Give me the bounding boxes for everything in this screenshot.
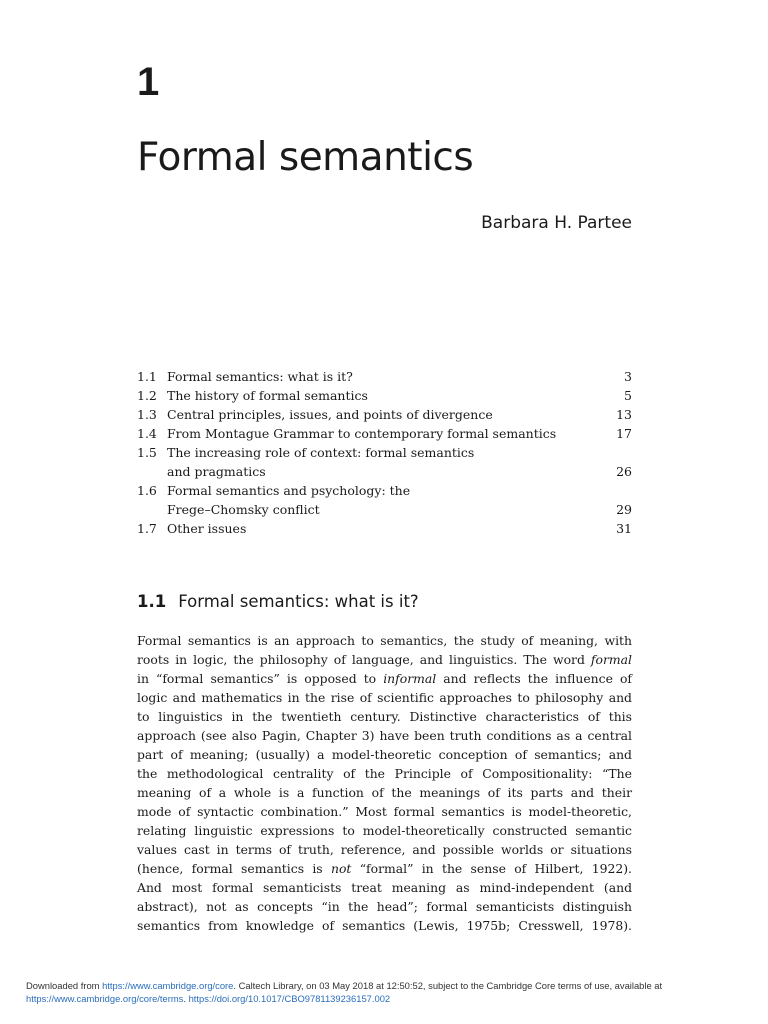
body-line (137, 631, 632, 650)
chapter-author: Barbara H. Partee (481, 213, 632, 233)
body-text-run: to linguistics in the twentieth century. Distinctive characteristics of this (137, 709, 632, 724)
footer-notice: . Caltech Library, on 03 May 2018 at 12:50:52, subject to the Cambridge Core terms of use, available at (233, 980, 663, 991)
toc-entry-title (167, 367, 608, 386)
toc-entry-number: 1.7 (137, 521, 157, 536)
body-text-run: semantics from knowledge of semantics (Lewis, 1975b; Cresswell, 1978). (137, 918, 632, 933)
body-line (137, 764, 632, 783)
body-line (137, 916, 632, 935)
body-text-run: “formal” in the sense of Hilbert, 1922). (351, 861, 632, 876)
toc-entry-title (167, 424, 608, 443)
toc-entry-page: 5 (624, 388, 632, 403)
toc-entry-number: 1.5 (137, 445, 157, 460)
toc-entry[interactable] (137, 481, 632, 519)
body-line (137, 821, 632, 840)
body-text-run: relating linguistic expressions to model-theoretically constructed semantic (137, 823, 632, 838)
toc-entry[interactable] (137, 519, 632, 538)
body-line (137, 707, 632, 726)
toc-entry[interactable] (137, 367, 632, 386)
toc-entry-title (167, 519, 608, 538)
table-of-contents (137, 367, 632, 538)
section-heading (137, 590, 419, 614)
toc-entry-title-line: and pragmatics (167, 464, 266, 479)
toc-entry-number: 1.4 (137, 426, 157, 441)
toc-entry-page: 31 (616, 521, 632, 536)
toc-entry-title-line: The increasing role of context: formal semantics (167, 445, 475, 460)
body-text-run: abstract), not as concepts “in the head”; formal semanticists distinguish (137, 899, 632, 914)
toc-entry-title (167, 386, 608, 405)
toc-entry[interactable] (137, 424, 632, 443)
cambridge-core-link[interactable]: https://www.cambridge.org/core (102, 980, 234, 991)
body-line (137, 650, 632, 669)
footer-line-1 (26, 979, 742, 992)
footer-line-2 (26, 992, 742, 1005)
toc-entry-number: 1.2 (137, 388, 157, 403)
body-text-run: And most formal semanticists treat meaning as mind-independent (and (137, 880, 632, 895)
body-text-run: mode of syntactic combination.” Most formal semantics is model-theoretic, (137, 804, 632, 819)
body-text-run: in “formal semantics” is opposed to (137, 671, 384, 686)
body-text-run: part of meaning; (usually) a model-theoretic conception of semantics; and (137, 747, 632, 762)
body-line (137, 669, 632, 688)
toc-entry-title-line: Frege–Chomsky conflict (167, 502, 320, 517)
chapter-title: Formal semantics (137, 135, 474, 180)
body-text-run: meaning of a whole is a function of the meanings of its parts and their (137, 785, 632, 800)
terms-link[interactable]: https://www.cambridge.org/core/terms (26, 993, 184, 1004)
body-line (137, 802, 632, 821)
toc-entry-page: 29 (616, 502, 632, 517)
toc-entry[interactable] (137, 386, 632, 405)
toc-entry-number: 1.6 (137, 483, 157, 498)
toc-entry-number: 1.3 (137, 407, 157, 422)
toc-entry-number: 1.1 (137, 369, 157, 384)
section-title: Formal semantics: what is it? (178, 592, 419, 611)
toc-entry-page: 26 (616, 464, 632, 479)
toc-entry-title (167, 443, 608, 481)
emphasized-word: formal (590, 652, 632, 667)
body-text-run: roots in logic, the philosophy of language, and linguistics. The word (137, 652, 591, 667)
toc-entry-title (167, 405, 608, 424)
body-text-run: Formal semantics is an approach to semantics, the study of meaning, with (137, 633, 632, 648)
body-line (137, 897, 632, 916)
body-text-run: approach (see also Pagin, Chapter 3) have been truth conditions as a central (137, 728, 632, 743)
body-line (137, 783, 632, 802)
download-footer (26, 979, 742, 1005)
body-text-run: and reflects the influence of (436, 671, 633, 686)
body-line (137, 859, 632, 878)
emphasized-word: informal (383, 671, 437, 686)
body-line (137, 688, 632, 707)
toc-entry-page: 17 (616, 426, 632, 441)
footer-prefix: Downloaded from (26, 980, 103, 991)
toc-entry-title-line: Central principles, issues, and points of divergence (167, 407, 493, 422)
toc-entry-title-line: Formal semantics: what is it? (167, 369, 353, 384)
section-number: 1.1 (137, 592, 167, 611)
toc-entry-page: 3 (624, 369, 632, 384)
body-text-run: values cast in terms of truth, reference, and possible worlds or situations (137, 842, 632, 857)
doi-link[interactable]: https://doi.org/10.1017/CBO9781139236157.002 (188, 993, 391, 1004)
emphasized-word: not (330, 861, 352, 876)
toc-entry-title-line: Formal semantics and psychology: the (167, 483, 411, 498)
chapter-number: 1 (137, 60, 160, 104)
body-line (137, 745, 632, 764)
toc-entry[interactable] (137, 443, 632, 481)
toc-entry-title-line: From Montague Grammar to contemporary formal semantics (167, 426, 557, 441)
toc-entry-title-line: Other issues (167, 521, 247, 536)
body-line (137, 878, 632, 897)
body-line (137, 840, 632, 859)
body-paragraph (137, 631, 632, 935)
body-text-run: (hence, formal semantics is (137, 861, 331, 876)
toc-entry-page: 13 (616, 407, 632, 422)
toc-entry-title (167, 481, 608, 519)
body-text-run: the methodological centrality of the Principle of Compositionality: “The (137, 766, 632, 781)
body-line (137, 726, 632, 745)
body-text-run: logic and mathematics in the rise of scientific approaches to philosophy and (137, 690, 632, 705)
footer-separator: . (183, 993, 189, 1004)
toc-entry-title-line: The history of formal semantics (167, 388, 368, 403)
toc-entry[interactable] (137, 405, 632, 424)
